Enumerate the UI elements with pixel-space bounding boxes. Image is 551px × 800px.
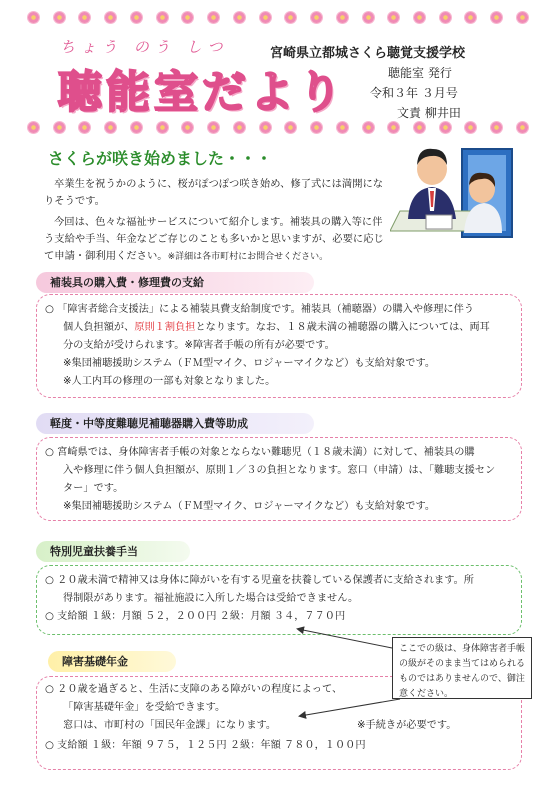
text-line: 今回は、色々な福祉サービスについて紹介します。補装具の購入等に伴 [54,216,383,228]
text-line: ○ 「障害者総合支援法」による補装具費支給制度です。補装具（補聴器）の購入や修理に伴う [45,304,474,315]
text-line: 窓口は、市町村の「国民年金課」になります。 [63,720,277,731]
section-heading-hearing-aid-subsidy: 軽度・中等度難聴児補聴器購入費等助成 [36,413,314,434]
text-line: りそうです。 [44,195,105,207]
text-line: 得制限があります。福祉施設に入所した場合は受給できません。 [63,593,359,604]
text-segment: 個人負担額が、 [63,322,135,333]
school-name: 宮崎県立都城さくら聴覚支援学校 [270,46,466,61]
newsletter-title: 聴能室だより [58,67,346,118]
text-segment: となります。なお、１８歳未満の補聴器の購入については、両耳 [195,322,490,333]
issuer: 聴能室 発行 [388,66,452,80]
text-line: ○ ２０歳を過ぎると、生活に支障のある障がいの程度によって、 [45,684,343,695]
callout-note: ここでの級は、身体障害者手帳の級がそのまま当てはめられるものではありませんので、御注意ください。 [392,637,532,699]
text-line: ※手続きが必要です。 [357,720,457,731]
author: 文責 柳井田 [397,106,461,120]
text-line: ○ 支給額 １級：月額 ５２，２００円 ２級：月額 ３４，７７０円 [45,611,346,622]
text-line: 卒業生を祝うかのように、桜がぽつぽつ咲き始め、修了式には満開にな [54,178,384,190]
issue-number: 令和３年 ３月号 [370,86,458,100]
greeting-title: さくらが咲き始めました・・・ [48,149,273,168]
text-line: 入や修理に伴う個人負担額が、原則１／３の負担となります。窓口（申請）は、「難聴支援セン [63,465,496,476]
section-heading-equipment: 補装具の購入費・修理費の支給 [36,272,314,293]
text-line: 分の支給が受けられます。※障害者手帳の所有が必要です。 [63,340,335,351]
text-line: 「障害基礎年金」を受給できます。 [63,702,226,713]
highlight-text: 原則１割負担 [134,322,196,333]
section-heading-child-allowance: 特別児童扶養手当 [36,541,190,562]
text-line: ター」です。 [63,483,124,494]
section-heading-disability-pension: 障害基礎年金 [48,651,176,672]
text-line: う支給や手当、年金などご存じのことも多いかと思いますが、必要に応じ [44,233,384,245]
text-line: ※集団補聴援助システム（ＦＭ型マイク、ロジャーマイクなど）も支給対象です。 [63,358,436,369]
greeting-note: ※詳細は各市町村にお問合せください。 [167,252,329,262]
title-ruby: ちょう のう しつ [60,38,229,56]
text-line: ○ ２０歳未満で精神又は身体に障がいを有する児童を扶養している保護者に支給されます。所 [45,575,474,586]
text-line: ※人工内耳の修理の一部も対象となりました。 [63,376,276,387]
text-line: ※集団補聴援助システム（ＦＭ型マイク、ロジャーマイクなど）も支給対象です。 [63,501,436,512]
text-line: ○ 支給額 １級：年額 ９７５，１２５円 ２級：年額 ７８０，１００円 [45,740,366,751]
text-segment: て申請・御利用ください。 [44,250,168,262]
text-line: ○ 宮崎県では、身体障害者手帳の対象とならない難聴児（１８歳未満）に対して、補装具の購 [45,447,475,458]
